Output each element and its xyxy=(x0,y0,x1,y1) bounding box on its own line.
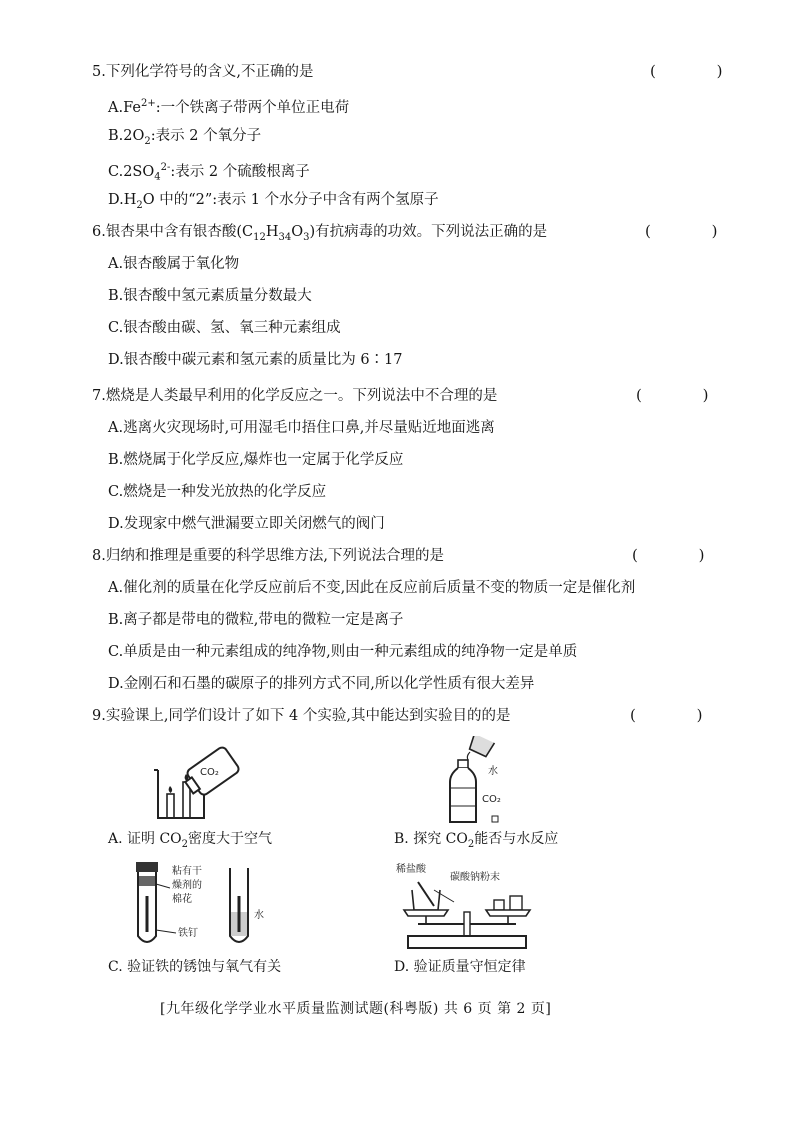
question-6-option-a: A.银杏酸属于氧化物 xyxy=(108,256,240,272)
figure-c-label-3: 棉花 xyxy=(172,894,192,905)
question-8-option-c: C.单质是由一种元素组成的纯净物,则由一种元素组成的纯净物一定是单质 xyxy=(108,644,578,660)
figure-d-balance-illustration xyxy=(394,862,554,952)
question-8-option-a: A.催化剂的质量在化学反应前后不变,因此在反应前后质量不变的物质一定是催化剂 xyxy=(108,580,636,596)
question-7-option-d: D.发现家中燃气泄漏要立即关闭燃气的阀门 xyxy=(108,516,385,532)
figure-c-nail-label: 铁钉 xyxy=(178,928,198,939)
figure-b-water-label: 水 xyxy=(488,766,498,777)
question-8-option-b: B.离子都是带电的微粒,带电的微粒一定是离子 xyxy=(108,612,404,628)
question-7-option-b: B.燃烧属于化学反应,爆炸也一定属于化学反应 xyxy=(108,452,404,468)
question-6-option-b: B.银杏酸中氢元素质量分数最大 xyxy=(108,288,312,304)
question-6-option-d: D.银杏酸中碳元素和氢元素的质量比为 6∶17 xyxy=(108,352,403,368)
figure-a-caption: A. 证明 $CO_2$密度大于空气 xyxy=(108,831,273,850)
figure-d-powder-label: 碳酸钠粉末 xyxy=(450,872,500,883)
figure-c-caption: C. 验证铁的锈蚀与氧气有关 xyxy=(108,959,282,975)
figure-c-label-1: 粘有干 xyxy=(172,866,202,877)
figure-c-label-2: 燥剂的 xyxy=(172,880,202,891)
question-5-option-b: $B.2O_2$:表示 2 个氧分子 xyxy=(108,128,262,147)
figure-b-co2-water-illustration xyxy=(440,736,550,828)
figure-c-water-label: 水 xyxy=(254,910,264,921)
question-6-answer-bracket: ( ) xyxy=(645,222,746,240)
question-5-option-c: $C.2SO_4^{2-}$:表示 2 个硫酸根离子 xyxy=(108,162,310,183)
question-7-answer-bracket: ( ) xyxy=(636,386,737,404)
question-8-stem: 8.归纳和推理是重要的科学思维方法,下列说法合理的是 xyxy=(92,548,444,564)
figure-c-iron-rust-illustration xyxy=(126,858,276,950)
question-5-stem: 5.下列化学符号的含义,不正确的是 xyxy=(92,64,314,80)
question-5-option-d: $D.H_2O$ 中的“2”:表示 1 个水分子中含有两个氢原子 xyxy=(108,192,439,211)
question-9-stem: 9.实验课上,同学们设计了如下 4 个实验,其中能达到实验目的的是 xyxy=(92,708,511,724)
question-7-option-a: A.逃离火灾现场时,可用湿毛巾捂住口鼻,并尽量贴近地面逃离 xyxy=(108,420,495,436)
question-5-answer-bracket: ( ) xyxy=(650,62,751,80)
question-8-answer-bracket: ( ) xyxy=(632,546,733,564)
question-8-option-d: D.金刚石和石墨的碳原子的排列方式不同,所以化学性质有很大差异 xyxy=(108,676,535,692)
question-5-option-a: $A.Fe^{2+}$:一个铁离子带两个单位正电荷 xyxy=(108,98,350,116)
question-7-stem: 7.燃烧是人类最早利用的化学反应之一。下列说法中不合理的是 xyxy=(92,388,498,404)
figure-d-caption: D. 验证质量守恒定律 xyxy=(394,959,526,975)
question-9-answer-bracket: ( ) xyxy=(630,706,731,724)
question-6-stem: 6.银杏果中含有银杏酸$(C_{12}H_{34}O_3)$有抗病毒的功效。下列说法正确的是 xyxy=(92,224,548,243)
figure-a-co2-label: CO₂ xyxy=(200,767,219,778)
page-footer: [九年级化学学业水平质量监测试题(科粤版) 共 6 页 第 2 页] xyxy=(160,1001,552,1017)
figure-a-co2-density-illustration xyxy=(140,742,250,822)
figure-b-caption: B. 探究 $CO_2$能否与水反应 xyxy=(394,831,559,850)
question-7-option-c: C.燃烧是一种发光放热的化学反应 xyxy=(108,484,327,500)
figure-b-co2-label: CO₂ xyxy=(482,794,501,805)
question-6-option-c: C.银杏酸由碳、氢、氧三种元素组成 xyxy=(108,320,341,336)
figure-d-hcl-label: 稀盐酸 xyxy=(396,864,426,875)
